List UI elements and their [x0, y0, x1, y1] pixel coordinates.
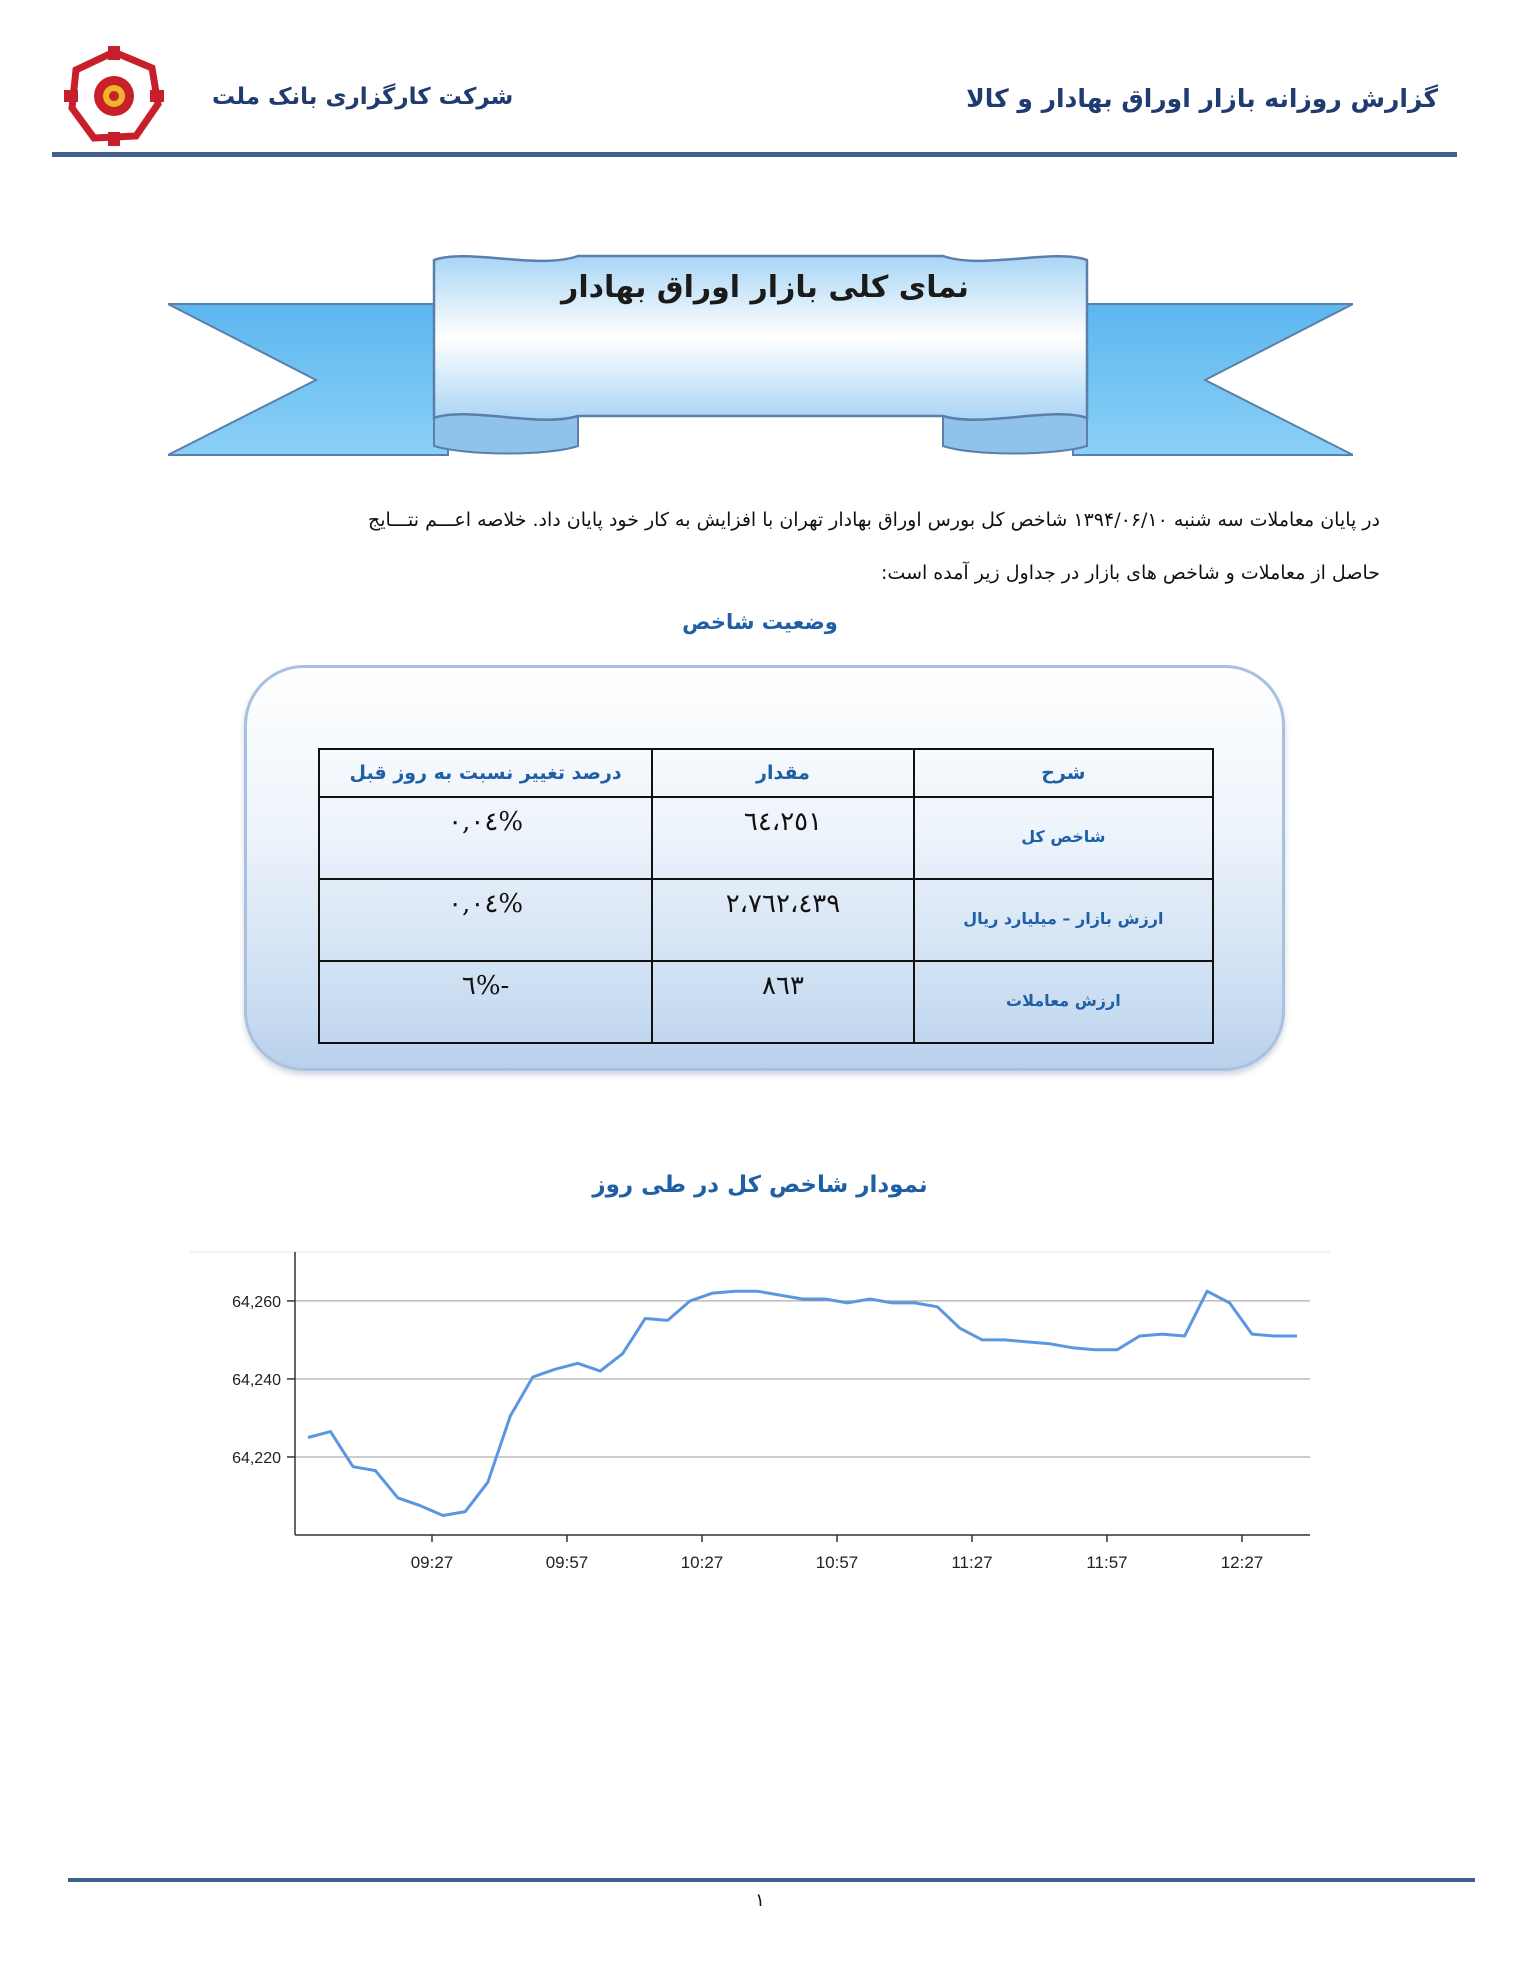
row-value-cell: [652, 879, 914, 961]
row-change: %٠,٠٤: [448, 807, 524, 837]
banner-title: نمای کلی بازار اوراق بهادار: [561, 270, 969, 305]
intraday-index-chart-svg: [190, 1250, 1330, 1610]
intro-line-1: در پایان معاملات سه شنبه ۱۳۹۴/۰۶/۱۰ شاخص کل بورس اوراق بهادار تهران با افزایش به کار خود پایان داد. خلاصه اعـــم نتـــایج: [367, 509, 1380, 531]
row-value: ٢،٧٦٢،٤٣٩: [725, 889, 841, 919]
x-tick-label: 10:27: [680, 1553, 724, 1572]
chart-title: نمودار شاخص کل در طی روز: [592, 1172, 928, 1198]
index-status-title: وضعیت شاخص: [682, 610, 838, 634]
header-description: شرح: [914, 749, 1213, 797]
x-tick-label: 11:27: [951, 1553, 993, 1572]
row-description-cell: [914, 961, 1213, 1043]
intro-paragraph: [140, 494, 1380, 600]
index-series-line: [308, 1291, 1297, 1515]
company-name: شرکت کارگزاری بانک ملت: [212, 84, 514, 110]
intraday-index-chart: [190, 1250, 1330, 1610]
index-status-table: [318, 748, 1214, 1044]
header-divider: [52, 152, 1457, 157]
row-value: ٨٦٣: [762, 971, 804, 1001]
table-header-row: [319, 749, 1213, 797]
row-value-cell: [652, 961, 914, 1043]
row-change-cell: [319, 797, 652, 879]
table-row: [319, 797, 1213, 879]
bank-mellat-logo-icon: [64, 46, 164, 146]
intro-line-2: حاصل از معاملات و شاخص های بازار در جداول زیر آمده است:: [881, 562, 1380, 584]
table-row: [319, 961, 1213, 1043]
report-title: گزارش روزانه بازار اوراق بهادار و کالا: [966, 84, 1438, 113]
row-description-cell: [914, 879, 1213, 961]
x-tick-label: 11:57: [1086, 1553, 1128, 1572]
page-number: ١: [755, 1890, 765, 1911]
row-change-cell: [319, 961, 652, 1043]
row-description-cell: [914, 797, 1213, 879]
y-tick-label: 64,240: [232, 1371, 281, 1389]
x-tick-label: 12:27: [1220, 1553, 1264, 1572]
x-tick-label: 09:57: [545, 1553, 589, 1572]
row-change: %٠,٠٤: [448, 889, 524, 919]
footer-divider: [68, 1878, 1475, 1882]
row-description: ارزش معاملات: [1006, 991, 1121, 1010]
row-value-cell: [652, 797, 914, 879]
row-change: -%٦: [461, 971, 510, 1001]
y-tick-label: 64,260: [232, 1293, 281, 1311]
row-value: ٦٤،٢٥١: [743, 807, 823, 837]
row-description: شاخص کل: [1021, 827, 1106, 846]
table-row: [319, 879, 1213, 961]
y-tick-label: 64,220: [232, 1449, 281, 1467]
row-description: ارزش بازار – میلیارد ریال: [963, 909, 1164, 928]
row-change-cell: [319, 879, 652, 961]
header-change: درصد تغییر نسبت به روز قبل: [319, 749, 652, 797]
x-tick-label: 10:57: [815, 1553, 859, 1572]
x-tick-label: 09:27: [410, 1553, 454, 1572]
header-value: مقدار: [652, 749, 914, 797]
